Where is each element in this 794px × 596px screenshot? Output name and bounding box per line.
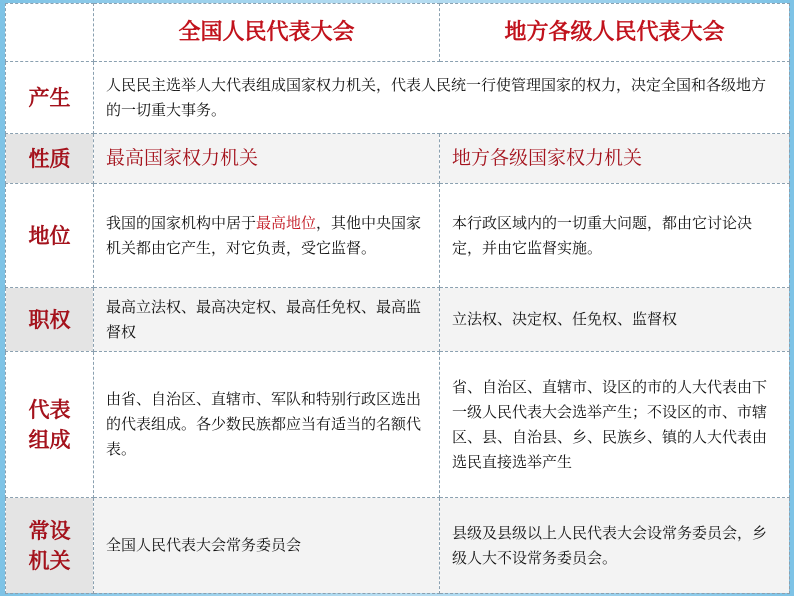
header-local: 地方各级人民代表大会 bbox=[440, 4, 790, 62]
powers-local: 立法权、决定权、任免权、监督权 bbox=[440, 288, 790, 352]
composition-label-line2: 组成 bbox=[28, 427, 71, 452]
row-label-powers: 职权 bbox=[6, 288, 94, 352]
composition-national: 由省、自治区、直辖市、军队和特别行政区选出的代表组成。各少数民族都应当有适当的名额代表。 bbox=[94, 352, 440, 498]
npc-comparison-table bbox=[5, 3, 790, 594]
slide-frame bbox=[5, 3, 789, 593]
row-label-status: 地位 bbox=[6, 184, 94, 288]
status-local: 本行政区域内的一切重大问题，都由它讨论决定，并由它监督实施。 bbox=[440, 184, 790, 288]
row-label-origin: 产生 bbox=[6, 62, 94, 134]
header-row bbox=[6, 4, 790, 62]
status-national-after: ，其他中央国家机关都由它产生，对它负责，受它监督。 bbox=[106, 213, 422, 257]
origin-text: 人民民主选举人大代表组成国家权力机关，代表人民统一行使管理国家的权力，决定全国和各级地方的一切重大事务。 bbox=[94, 62, 790, 134]
nature-national: 最高国家权力机关 bbox=[94, 134, 440, 184]
status-highlight: 最高地位 bbox=[256, 213, 317, 232]
row-label-standing bbox=[6, 498, 94, 594]
composition-local: 省、自治区、直辖市、设区的市的人大代表由下一级人民代表大会选举产生；不设区的市、市辖区、县、自治县、乡、民族乡、镇的人大代表由选民直接选举产生 bbox=[440, 352, 790, 498]
powers-national: 最高立法权、最高决定权、最高任免权、最高监督权 bbox=[94, 288, 440, 352]
row-nature bbox=[6, 134, 790, 184]
header-national: 全国人民代表大会 bbox=[94, 4, 440, 62]
row-label-composition bbox=[6, 352, 94, 498]
row-standing bbox=[6, 498, 790, 594]
standing-label-line1: 常设 bbox=[28, 518, 71, 543]
row-composition bbox=[6, 352, 790, 498]
header-corner bbox=[6, 4, 94, 62]
nature-local: 地方各级国家权力机关 bbox=[440, 134, 790, 184]
row-status bbox=[6, 184, 790, 288]
status-national bbox=[94, 184, 440, 288]
row-origin bbox=[6, 62, 790, 134]
standing-national: 全国人民代表大会常务委员会 bbox=[94, 498, 440, 594]
standing-local: 县级及县级以上人民代表大会设常务委员会，乡级人大不设常务委员会。 bbox=[440, 498, 790, 594]
status-national-before: 我国的国家机构中居于 bbox=[106, 213, 257, 232]
row-label-nature: 性质 bbox=[6, 134, 94, 184]
row-powers bbox=[6, 288, 790, 352]
standing-label-line2: 机关 bbox=[28, 548, 71, 573]
composition-label-line1: 代表 bbox=[28, 397, 71, 422]
